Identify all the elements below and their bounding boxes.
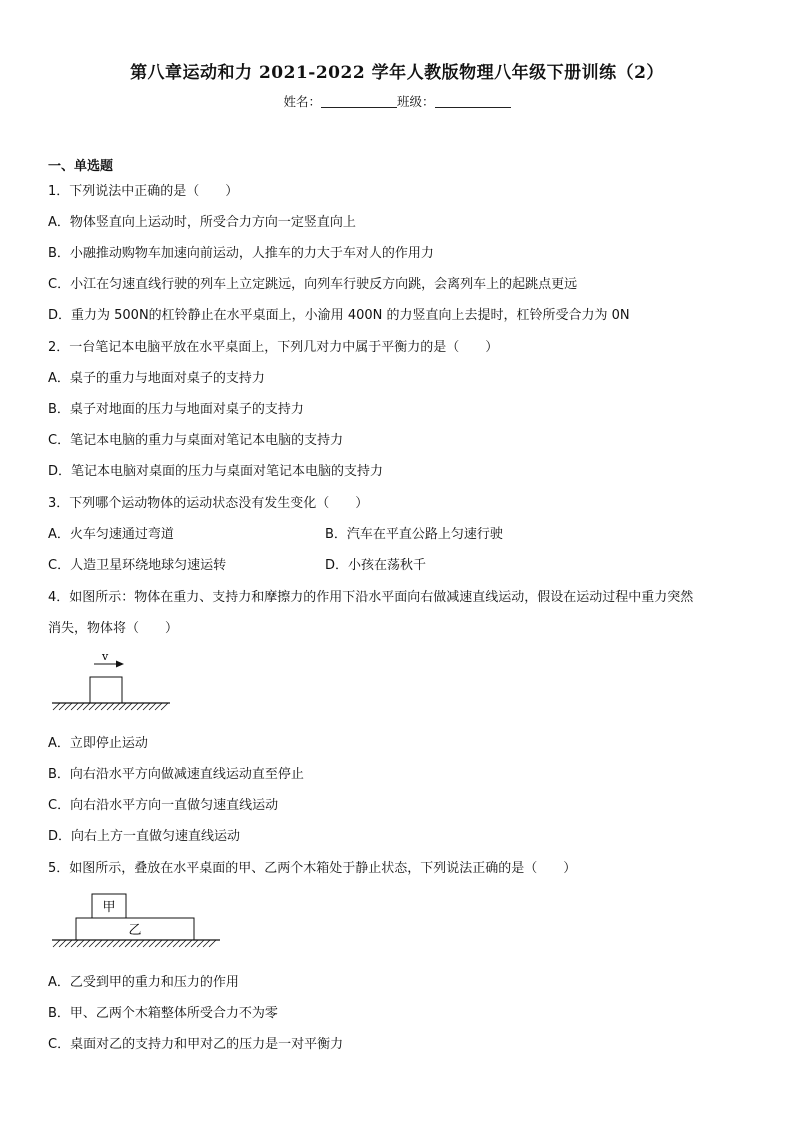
hatch-mark	[149, 703, 156, 710]
question-4-option-d[interactable]: D．向右上方一直做匀速直线运动	[48, 829, 241, 844]
hatch-mark	[161, 940, 168, 947]
hatch-mark	[137, 940, 144, 947]
student-info-line	[0, 92, 794, 110]
hatch-mark	[185, 940, 192, 947]
hatch-mark	[209, 940, 216, 947]
question-2-stem: 2．一台笔记本电脑平放在水平桌面上，下列几对力中属于平衡力的是（ ）	[48, 340, 499, 355]
hatch-mark	[101, 703, 108, 710]
question-3-option-d[interactable]: D．小孩在荡秋千	[325, 558, 427, 573]
hatch-mark	[119, 940, 126, 947]
question-4-option-c[interactable]: C．向右沿水平方向一直做匀速直线运动	[48, 798, 279, 813]
question-3-stem: 3．下列哪个运动物体的运动状态没有发生变化（ ）	[48, 496, 369, 511]
hatch-mark	[65, 940, 72, 947]
hatch-mark	[113, 703, 120, 710]
section-title: 一、单选题	[48, 159, 114, 174]
hatch-mark	[191, 940, 198, 947]
hatch-mark	[89, 940, 96, 947]
question-4-option-a[interactable]: A．立即停止运动	[48, 736, 148, 751]
question-4-stem-line-2: 消失，物体将（ ）	[48, 621, 179, 636]
hatch-mark	[197, 940, 204, 947]
moving-block	[90, 677, 122, 703]
hatch-mark	[119, 703, 126, 710]
question-3-option-a[interactable]: A．火车匀速通过弯道	[48, 527, 174, 542]
question-5-option-a[interactable]: A．乙受到甲的重力和压力的作用	[48, 975, 239, 990]
question-4-figure	[50, 648, 174, 716]
question-5-option-c[interactable]: C．桌面对乙的支持力和甲对乙的压力是一对平衡力	[48, 1037, 344, 1052]
hatch-mark	[95, 940, 102, 947]
table-hatching	[53, 940, 216, 947]
hatch-mark	[143, 940, 150, 947]
hatch-mark	[143, 703, 150, 710]
hatch-mark	[77, 940, 84, 947]
hatch-mark	[203, 940, 210, 947]
question-1-option-d[interactable]: D．重力为 500N的杠铃静止在水平桌面上，小渝用 400N 的力竖直向上去提时，杠铃所受合力为 0N	[48, 308, 630, 323]
question-1-stem: 1．下列说法中正确的是（ ）	[48, 184, 239, 199]
question-4-stem-line-1: 4．如图所示：物体在重力、支持力和摩擦力的作用下沿水平面向右做减速直线运动，假设在运动过程中重力突然	[48, 590, 694, 605]
question-3-option-b[interactable]: B．汽车在平直公路上匀速行驶	[325, 527, 503, 542]
question-1-option-a[interactable]: A．物体竖直向上运动时，所受合力方向一定竖直向上	[48, 215, 356, 230]
question-1-option-b[interactable]: B．小融推动购物车加速向前运动，人推车的力大于车对人的作用力	[48, 246, 434, 261]
hatch-mark	[59, 940, 66, 947]
hatch-mark	[167, 940, 174, 947]
hatch-mark	[161, 703, 168, 710]
hatch-mark	[107, 703, 114, 710]
hatch-mark	[131, 940, 138, 947]
hatch-mark	[71, 703, 78, 710]
hatch-mark	[77, 703, 84, 710]
hatch-mark	[101, 940, 108, 947]
hatch-mark	[155, 940, 162, 947]
hatch-mark	[65, 703, 72, 710]
hatch-mark	[59, 703, 66, 710]
hatch-mark	[125, 703, 132, 710]
question-2-option-d[interactable]: D．笔记本电脑对桌面的压力与桌面对笔记本电脑的支持力	[48, 464, 384, 479]
hatch-mark	[149, 940, 156, 947]
question-1-option-c[interactable]: C．小江在匀速直线行驶的列车上立定跳远，向列车行驶反方向跳，会离列车上的起跳点更远	[48, 277, 578, 292]
hatch-mark	[125, 940, 132, 947]
question-5-figure	[50, 890, 224, 954]
name-blank[interactable]	[321, 95, 397, 108]
hatch-mark	[89, 703, 96, 710]
velocity-label: v	[102, 650, 109, 663]
question-4-option-b[interactable]: B．向右沿水平方向做减速直线运动直至停止	[48, 767, 304, 782]
hatch-mark	[113, 940, 120, 947]
hatch-mark	[131, 703, 138, 710]
question-2-option-a[interactable]: A．桌子的重力与地面对桌子的支持力	[48, 371, 265, 386]
hatch-mark	[155, 703, 162, 710]
box-yi-label: 乙	[128, 923, 142, 938]
hatch-mark	[83, 703, 90, 710]
question-5-option-b[interactable]: B．甲、乙两个木箱整体所受合力不为零	[48, 1006, 278, 1021]
hatch-mark	[137, 703, 144, 710]
hatch-mark	[71, 940, 78, 947]
name-label: 姓名：	[283, 94, 321, 109]
hatch-mark	[95, 703, 102, 710]
hatch-mark	[83, 940, 90, 947]
hatch-mark	[173, 940, 180, 947]
question-5-stem: 5．如图所示，叠放在水平桌面的甲、乙两个木箱处于静止状态，下列说法正确的是（ ）	[48, 861, 577, 876]
page-title: 第八章运动和力 2021-2022 学年人教版物理八年级下册训练（2）	[130, 63, 664, 83]
velocity-arrow-head-icon	[116, 661, 124, 668]
question-3-option-c[interactable]: C．人造卫星环绕地球匀速运转	[48, 558, 227, 573]
hatch-mark	[53, 703, 60, 710]
hatch-mark	[53, 940, 60, 947]
class-blank[interactable]	[435, 95, 511, 108]
class-label: 班级：	[397, 94, 435, 109]
hatch-mark	[107, 940, 114, 947]
hatch-mark	[179, 940, 186, 947]
box-jia-label: 甲	[102, 900, 116, 915]
question-2-option-c[interactable]: C．笔记本电脑的重力与桌面对笔记本电脑的支持力	[48, 433, 344, 448]
question-2-option-b[interactable]: B．桌子对地面的压力与地面对桌子的支持力	[48, 402, 304, 417]
ground-hatching	[53, 703, 168, 710]
